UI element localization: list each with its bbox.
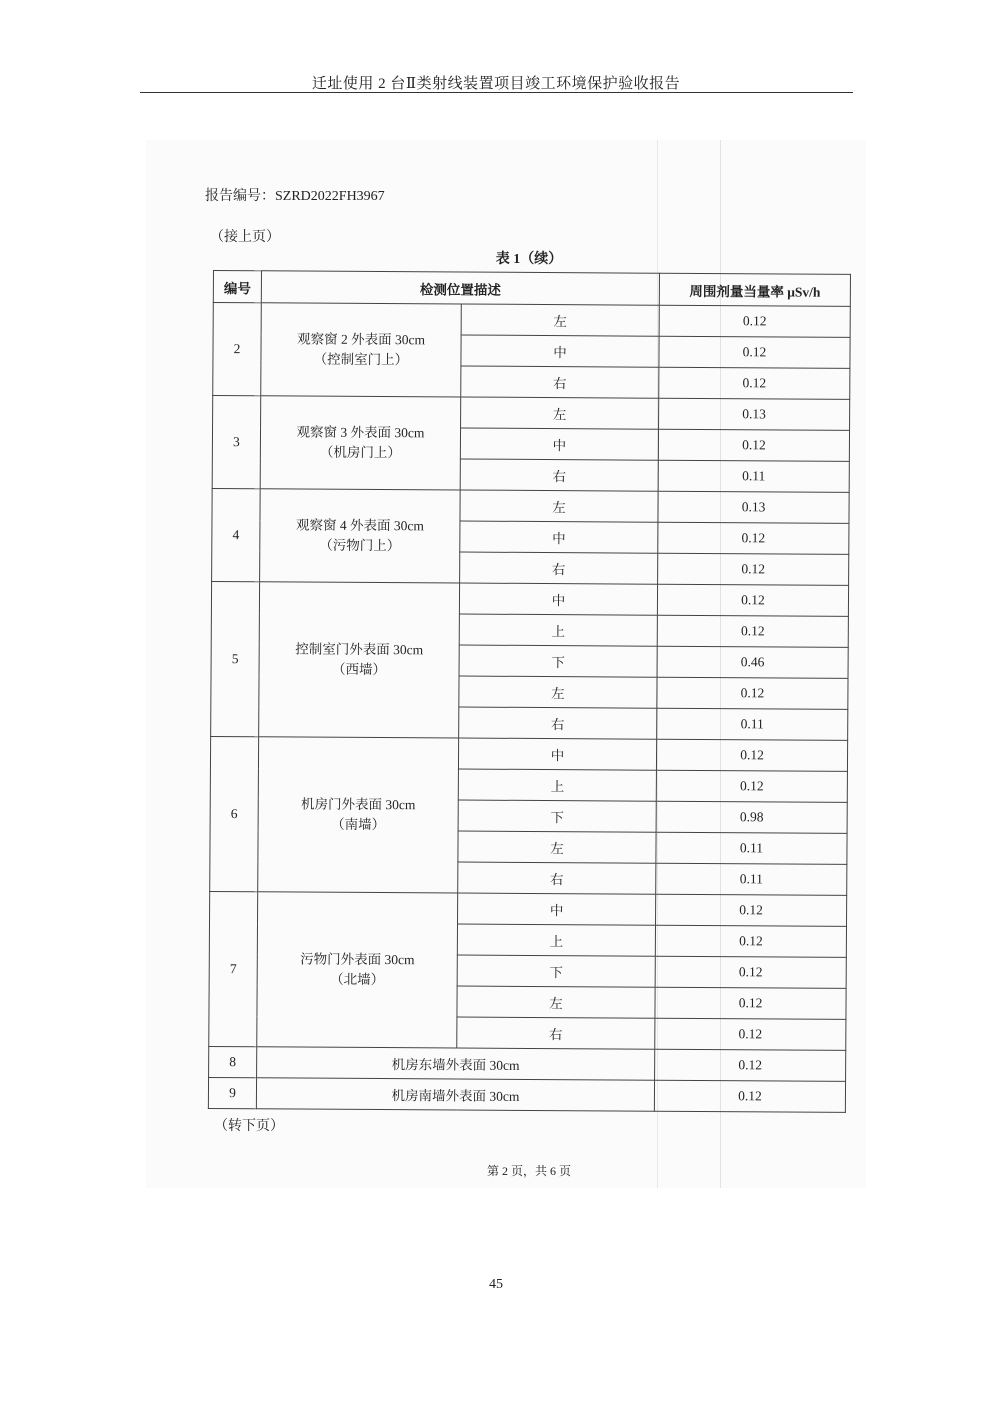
measurement-position: 中	[458, 738, 656, 770]
document-header-title: 迁址使用 2 台Ⅱ类射线装置项目竣工环境保护验收报告	[311, 76, 681, 92]
measurement-position: 下	[459, 645, 657, 677]
dose-rate-value: 0.12	[659, 336, 850, 368]
row-id: 6	[210, 736, 259, 891]
location-note: （控制室门上）	[313, 351, 409, 368]
measurement-position: 中	[458, 893, 656, 925]
dose-rate-value: 0.12	[657, 615, 848, 647]
continued-to-note: （转下页）	[214, 1119, 284, 1134]
dose-rate-value: 0.46	[657, 646, 848, 678]
header-divider	[140, 92, 853, 93]
measurement-position: 上	[459, 614, 657, 646]
table-row	[213, 396, 850, 431]
column-header-dose-rate: 周围剂量当量率 μSv/h	[659, 273, 850, 306]
continued-from-note: （接上页）	[210, 230, 280, 245]
measurement-position: 下	[457, 955, 655, 987]
dose-rate-table	[208, 270, 851, 1113]
measurement-position: 左	[461, 304, 659, 336]
table-title: 表 1（续）	[495, 252, 563, 267]
row-id: 4	[212, 488, 261, 581]
dose-rate-value: 0.11	[656, 863, 847, 895]
dose-rate-value: 0.12	[657, 584, 848, 616]
measurement-position: 中	[460, 521, 658, 553]
table-row	[210, 891, 847, 926]
measurement-position: 左	[457, 986, 655, 1018]
location-description	[260, 396, 461, 490]
dose-rate-value: 0.13	[659, 398, 850, 430]
row-id: 9	[208, 1077, 256, 1108]
location-note: （南墙）	[331, 816, 386, 833]
sheet-page-indicator: 第 2 页，共 6 页	[486, 1164, 571, 1178]
measurement-position: 中	[459, 583, 657, 615]
location-text: 污物门外表面 30cm	[300, 951, 415, 968]
measurement-position: 右	[458, 862, 656, 894]
location-note: （机房门上）	[319, 444, 401, 461]
location-text: 观察窗 2 外表面 30cm	[297, 331, 426, 348]
location-description: 机房南墙外表面 30cm	[256, 1078, 654, 1111]
dose-rate-value: 0.11	[656, 832, 847, 864]
dose-rate-value: 0.12	[656, 739, 847, 771]
measurement-position: 中	[461, 335, 659, 367]
dose-rate-value: 0.12	[657, 677, 848, 709]
measurement-position: 左	[458, 831, 656, 863]
row-id: 8	[209, 1046, 257, 1077]
measurement-position: 左	[461, 397, 659, 429]
measurement-position: 下	[458, 800, 656, 832]
table-row	[212, 488, 849, 523]
table-row	[208, 1077, 845, 1112]
measurement-position: 左	[459, 676, 657, 708]
location-description	[260, 489, 461, 583]
dose-rate-value: 0.12	[655, 1049, 846, 1081]
table-row	[213, 303, 850, 338]
measurement-position: 右	[460, 552, 658, 584]
location-description	[261, 303, 462, 397]
measurement-position: 中	[460, 428, 658, 460]
location-description	[258, 737, 459, 893]
row-id: 5	[211, 581, 260, 736]
dose-rate-value: 0.12	[658, 429, 849, 461]
dose-rate-value: 0.12	[654, 1080, 845, 1112]
report-number: 报告编号：SZRD2022FH3967	[205, 189, 385, 204]
dose-rate-value: 0.98	[656, 801, 847, 833]
dose-rate-value: 0.11	[657, 708, 848, 740]
dose-rate-value: 0.12	[659, 367, 850, 399]
dose-rate-value: 0.12	[656, 894, 847, 926]
table-row	[209, 1046, 846, 1081]
measurement-position: 上	[458, 769, 656, 801]
location-text: 观察窗 3 外表面 30cm	[296, 424, 425, 441]
row-id: 2	[213, 303, 262, 396]
measurement-position: 右	[461, 366, 659, 398]
measurement-position: 右	[459, 707, 657, 739]
measurement-position: 右	[460, 459, 658, 491]
location-note: （污物门上）	[319, 537, 401, 554]
table-header-row	[213, 271, 850, 307]
dose-rate-value: 0.12	[655, 956, 846, 988]
column-header-location: 检测位置描述	[261, 271, 659, 305]
location-description	[257, 892, 458, 1048]
measurement-position: 上	[457, 924, 655, 956]
location-text: 控制室门外表面 30cm	[295, 641, 424, 658]
dose-rate-value: 0.12	[655, 1018, 846, 1050]
dose-rate-value: 0.11	[658, 460, 849, 492]
location-text: 观察窗 4 外表面 30cm	[295, 517, 424, 534]
location-description	[259, 582, 460, 738]
page-number: 45	[489, 1277, 503, 1292]
table-row	[210, 736, 847, 771]
dose-rate-value: 0.12	[655, 925, 846, 957]
table-body	[208, 303, 850, 1113]
location-text: 机房门外表面 30cm	[301, 796, 416, 813]
dose-rate-value: 0.13	[658, 491, 849, 523]
location-note: （北墙）	[330, 971, 385, 988]
dose-rate-value: 0.12	[658, 522, 849, 554]
measurement-position: 右	[457, 1017, 655, 1049]
location-description: 机房东墙外表面 30cm	[257, 1047, 655, 1080]
row-id: 7	[209, 891, 258, 1046]
dose-rate-value: 0.12	[656, 770, 847, 802]
measurement-position: 左	[460, 490, 658, 522]
location-note: （西墙）	[332, 661, 387, 678]
row-id: 3	[212, 396, 261, 489]
table-row	[211, 581, 848, 616]
column-header-id: 编号	[213, 271, 261, 303]
dose-rate-value: 0.12	[659, 305, 850, 337]
dose-rate-value: 0.12	[655, 987, 846, 1019]
dose-rate-value: 0.12	[658, 553, 849, 585]
